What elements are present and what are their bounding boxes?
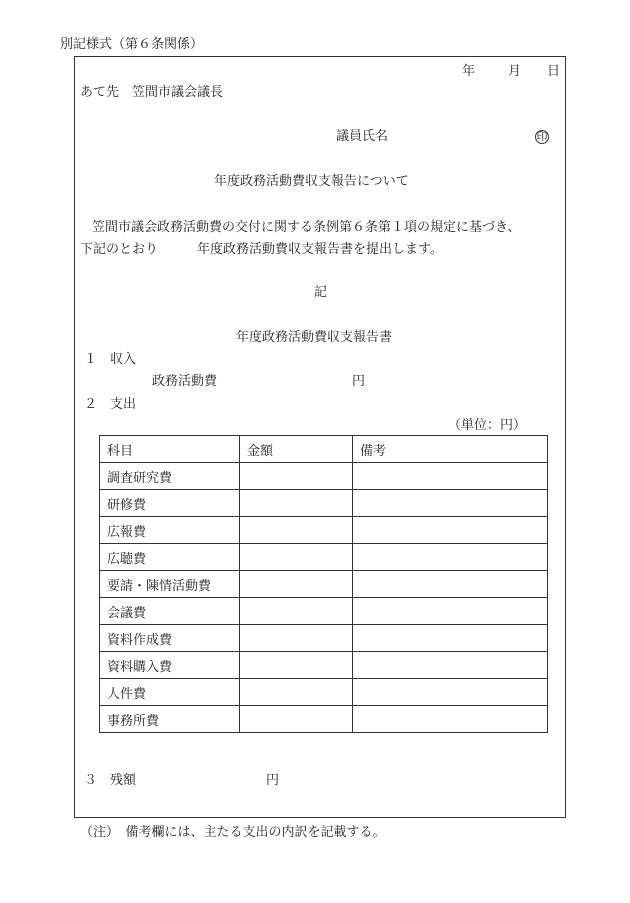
table-row bbox=[100, 652, 548, 679]
seal-mark: 印 bbox=[536, 130, 548, 143]
row-remarks-cell[interactable] bbox=[353, 517, 548, 544]
subject-title: 年度政務活動費収支報告について bbox=[214, 174, 409, 189]
row-remarks-cell[interactable] bbox=[353, 652, 548, 679]
table-row bbox=[100, 544, 548, 571]
table-row bbox=[100, 706, 548, 733]
row-remarks-cell[interactable] bbox=[353, 544, 548, 571]
row-amount-cell[interactable] bbox=[240, 517, 353, 544]
table-row bbox=[100, 490, 548, 517]
table-row bbox=[100, 463, 548, 490]
table-header-row bbox=[100, 436, 548, 463]
report-title: 年度政務活動費収支報告書 bbox=[236, 330, 393, 345]
header-remarks: 備考 bbox=[353, 436, 548, 463]
table-row bbox=[100, 571, 548, 598]
table-row bbox=[100, 625, 548, 652]
table-row bbox=[100, 517, 548, 544]
date-year-label: 年 bbox=[462, 64, 476, 79]
row-amount-cell[interactable] bbox=[240, 679, 353, 706]
expense-table bbox=[99, 435, 548, 733]
footnote: （注） 備考欄には、主たる支出の内訳を記載する。 bbox=[80, 825, 386, 840]
row-remarks-cell[interactable] bbox=[353, 490, 548, 517]
ki-heading: 記 bbox=[314, 285, 328, 300]
balance-heading: ３ 残額 bbox=[84, 773, 137, 788]
body-line-1: 笠間市議会政務活動費の交付に関する条例第６条第１項の規定に基づき、 bbox=[92, 220, 521, 235]
row-remarks-cell[interactable] bbox=[353, 598, 548, 625]
row-subject: 広聴費 bbox=[100, 544, 240, 571]
row-amount-cell[interactable] bbox=[240, 706, 353, 733]
row-subject: 資料購入費 bbox=[100, 652, 240, 679]
row-remarks-cell[interactable] bbox=[353, 679, 548, 706]
row-subject: 人件費 bbox=[100, 679, 240, 706]
row-subject: 会議費 bbox=[100, 598, 240, 625]
row-remarks-cell[interactable] bbox=[353, 463, 548, 490]
income-item: 政務活動費 bbox=[152, 374, 218, 389]
form-label: 別記様式（第６条関係） bbox=[60, 37, 204, 52]
body-line-2: 下記のとおり 年度政務活動費収支報告書を提出します。 bbox=[80, 242, 443, 257]
income-unit: 円 bbox=[352, 374, 366, 389]
row-remarks-cell[interactable] bbox=[353, 706, 548, 733]
row-amount-cell[interactable] bbox=[240, 544, 353, 571]
expense-heading: ２ 支出 bbox=[84, 397, 137, 412]
row-amount-cell[interactable] bbox=[240, 490, 353, 517]
row-remarks-cell[interactable] bbox=[353, 625, 548, 652]
row-subject: 調査研究費 bbox=[100, 463, 240, 490]
income-heading: １ 収入 bbox=[84, 352, 137, 367]
header-amount: 金額 bbox=[240, 436, 353, 463]
row-remarks-cell[interactable] bbox=[353, 571, 548, 598]
date-day-label: 日 bbox=[547, 64, 561, 79]
expense-unit-note: （単位：円） bbox=[448, 418, 527, 433]
row-subject: 広報費 bbox=[100, 517, 240, 544]
balance-unit: 円 bbox=[266, 773, 280, 788]
table-row bbox=[100, 598, 548, 625]
member-name-label: 議員氏名 bbox=[336, 129, 389, 144]
row-subject: 要請・陳情活動費 bbox=[100, 571, 240, 598]
row-amount-cell[interactable] bbox=[240, 652, 353, 679]
row-amount-cell[interactable] bbox=[240, 571, 353, 598]
row-subject: 資料作成費 bbox=[100, 625, 240, 652]
row-subject: 研修費 bbox=[100, 490, 240, 517]
row-amount-cell[interactable] bbox=[240, 598, 353, 625]
addressee: あて先 笠間市議会議長 bbox=[80, 85, 224, 100]
row-subject: 事務所費 bbox=[100, 706, 240, 733]
header-subject: 科目 bbox=[100, 436, 240, 463]
table-row bbox=[100, 679, 548, 706]
row-amount-cell[interactable] bbox=[240, 625, 353, 652]
date-month-label: 月 bbox=[508, 64, 522, 79]
row-amount-cell[interactable] bbox=[240, 463, 353, 490]
